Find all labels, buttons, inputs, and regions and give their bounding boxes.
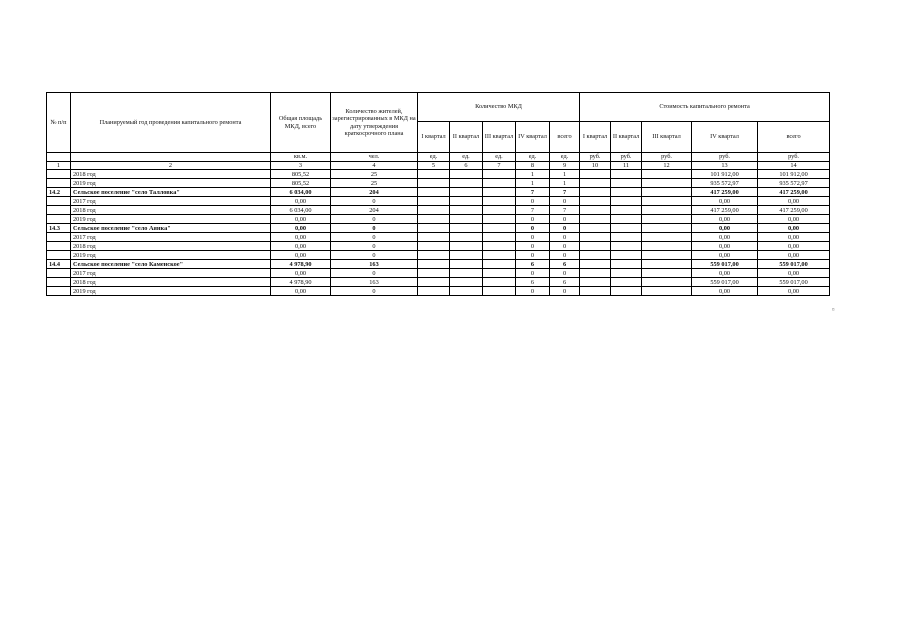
row-cost-q1	[580, 206, 611, 215]
row-mkd-q4: 0	[516, 287, 550, 296]
row-mkd-q2	[450, 233, 483, 242]
row-cost-q3	[642, 251, 692, 260]
row-mkd-q4: 0	[516, 242, 550, 251]
row-name: Сельское поселение "село Аянка"	[71, 224, 271, 233]
row-mkd-q4: 1	[516, 170, 550, 179]
row-number	[47, 287, 71, 296]
row-mkd-q3	[483, 206, 516, 215]
row-cost-total: 559 017,00	[758, 278, 830, 287]
row-cost-q3	[642, 188, 692, 197]
row-residents: 204	[331, 206, 418, 215]
header-mkd-group: Количество МКД	[418, 93, 580, 122]
row-mkd-q3	[483, 224, 516, 233]
row-cost-q3	[642, 242, 692, 251]
row-mkd-q4: 7	[516, 188, 550, 197]
row-residents: 0	[331, 269, 418, 278]
row-mkd-q1	[418, 233, 450, 242]
row-cost-q2	[611, 197, 642, 206]
row-cost-q1	[580, 170, 611, 179]
table-row	[47, 233, 830, 242]
row-mkd-q4: 0	[516, 233, 550, 242]
row-mkd-q1	[418, 179, 450, 188]
row-name: 2018 год	[71, 170, 271, 179]
row-cost-q4: 559 017,00	[692, 260, 758, 269]
row-cost-q3	[642, 233, 692, 242]
row-name: 2019 год	[71, 179, 271, 188]
table-row	[47, 197, 830, 206]
row-mkd-q1	[418, 278, 450, 287]
row-residents: 0	[331, 233, 418, 242]
row-mkd-q2	[450, 188, 483, 197]
row-mkd-q3	[483, 170, 516, 179]
row-mkd-q2	[450, 215, 483, 224]
column-number: 7	[483, 162, 516, 170]
row-mkd-q4: 6	[516, 260, 550, 269]
table-row	[47, 269, 830, 278]
row-cost-q2	[611, 188, 642, 197]
table-row	[47, 215, 830, 224]
row-area: 0,00	[271, 224, 331, 233]
row-mkd-total: 7	[550, 206, 580, 215]
table-header	[47, 93, 830, 170]
row-mkd-q3	[483, 215, 516, 224]
row-residents: 163	[331, 278, 418, 287]
row-mkd-total: 0	[550, 224, 580, 233]
row-cost-q3	[642, 287, 692, 296]
row-cost-q1	[580, 278, 611, 287]
row-number	[47, 215, 71, 224]
row-cost-q2	[611, 251, 642, 260]
row-residents: 0	[331, 197, 418, 206]
header-residents: Количество жителей, зарегистрированных в МКД на дату утверждения краткосрочного плана	[331, 93, 418, 153]
unit-cell: кв.м.	[271, 153, 331, 162]
row-cost-q3	[642, 179, 692, 188]
row-residents: 0	[331, 215, 418, 224]
row-mkd-total: 0	[550, 251, 580, 260]
row-cost-q4: 0,00	[692, 287, 758, 296]
column-number: 1	[47, 162, 71, 170]
table-row	[47, 188, 830, 197]
row-number	[47, 269, 71, 278]
row-mkd-q2	[450, 269, 483, 278]
row-area: 0,00	[271, 215, 331, 224]
row-cost-q4: 0,00	[692, 269, 758, 278]
row-cost-total: 101 912,00	[758, 170, 830, 179]
row-mkd-total: 1	[550, 179, 580, 188]
row-cost-total: 0,00	[758, 251, 830, 260]
row-mkd-q4: 0	[516, 224, 550, 233]
row-number	[47, 278, 71, 287]
row-name: Сельское поселение "село Талловка"	[71, 188, 271, 197]
row-name: 2019 год	[71, 251, 271, 260]
header-cost-q3: III квартал	[642, 122, 692, 153]
table-row	[47, 179, 830, 188]
row-cost-total: 0,00	[758, 287, 830, 296]
table-row	[47, 260, 830, 269]
unit-cell: ед.	[450, 153, 483, 162]
column-number: 5	[418, 162, 450, 170]
row-cost-q1	[580, 224, 611, 233]
row-cost-total: 0,00	[758, 197, 830, 206]
row-number	[47, 170, 71, 179]
row-mkd-q1	[418, 224, 450, 233]
row-mkd-total: 0	[550, 242, 580, 251]
unit-cell: ед.	[550, 153, 580, 162]
row-cost-q2	[611, 242, 642, 251]
row-mkd-q3	[483, 233, 516, 242]
unit-cell: руб.	[692, 153, 758, 162]
row-mkd-total: 0	[550, 197, 580, 206]
row-name: 2018 год	[71, 242, 271, 251]
row-mkd-q1	[418, 260, 450, 269]
row-name: 2019 год	[71, 215, 271, 224]
column-number: 3	[271, 162, 331, 170]
row-area: 6 034,00	[271, 206, 331, 215]
row-cost-q3	[642, 206, 692, 215]
row-residents: 163	[331, 260, 418, 269]
row-cost-q4: 559 017,00	[692, 278, 758, 287]
row-cost-q2	[611, 206, 642, 215]
row-name: Сельское поселение "село Каменское"	[71, 260, 271, 269]
row-cost-q2	[611, 260, 642, 269]
row-number	[47, 179, 71, 188]
row-mkd-total: 0	[550, 269, 580, 278]
row-cost-q4: 0,00	[692, 251, 758, 260]
table-row	[47, 278, 830, 287]
header-mkd-q1: I квартал	[418, 122, 450, 153]
row-mkd-q4: 6	[516, 278, 550, 287]
row-cost-q3	[642, 224, 692, 233]
row-cost-q1	[580, 242, 611, 251]
column-number: 10	[580, 162, 611, 170]
row-mkd-total: 1	[550, 170, 580, 179]
header-mkd-total: всего	[550, 122, 580, 153]
row-cost-q4: 101 912,00	[692, 170, 758, 179]
header-mkd-q2: II квартал	[450, 122, 483, 153]
row-residents: 25	[331, 170, 418, 179]
column-number: 6	[450, 162, 483, 170]
row-mkd-q2	[450, 242, 483, 251]
row-number	[47, 242, 71, 251]
column-number: 9	[550, 162, 580, 170]
header-area: Общая площадь МКД, всего	[271, 93, 331, 153]
row-mkd-q3	[483, 197, 516, 206]
row-mkd-q1	[418, 287, 450, 296]
row-mkd-q3	[483, 179, 516, 188]
row-mkd-q1	[418, 170, 450, 179]
table-row	[47, 170, 830, 179]
row-cost-total: 0,00	[758, 269, 830, 278]
row-cost-q2	[611, 278, 642, 287]
column-number: 8	[516, 162, 550, 170]
table-row	[47, 287, 830, 296]
row-cost-q2	[611, 233, 642, 242]
row-mkd-q1	[418, 188, 450, 197]
row-cost-q1	[580, 269, 611, 278]
row-name: 2019 год	[71, 287, 271, 296]
row-mkd-q3	[483, 242, 516, 251]
row-name: 2017 год	[71, 233, 271, 242]
row-cost-q1	[580, 215, 611, 224]
unit-cell: чел.	[331, 153, 418, 162]
table-row	[47, 242, 830, 251]
row-mkd-total: 6	[550, 278, 580, 287]
row-number	[47, 251, 71, 260]
row-mkd-q2	[450, 287, 483, 296]
row-number	[47, 197, 71, 206]
row-mkd-q2	[450, 278, 483, 287]
row-mkd-q4: 0	[516, 251, 550, 260]
row-cost-q4: 417 259,00	[692, 188, 758, 197]
row-area: 0,00	[271, 269, 331, 278]
row-cost-q4: 0,00	[692, 215, 758, 224]
table-row	[47, 224, 830, 233]
row-area: 0,00	[271, 242, 331, 251]
capital-repair-plan-table	[46, 92, 830, 296]
row-mkd-q3	[483, 278, 516, 287]
row-cost-total: 559 017,00	[758, 260, 830, 269]
row-mkd-total: 7	[550, 188, 580, 197]
row-mkd-q1	[418, 242, 450, 251]
row-name: 2018 год	[71, 278, 271, 287]
row-residents: 25	[331, 179, 418, 188]
row-mkd-q2	[450, 260, 483, 269]
unit-cell: ед.	[516, 153, 550, 162]
row-mkd-q1	[418, 251, 450, 260]
row-cost-q2	[611, 224, 642, 233]
row-cost-q4: 935 572,97	[692, 179, 758, 188]
row-name: 2017 год	[71, 197, 271, 206]
row-mkd-q1	[418, 269, 450, 278]
row-mkd-q2	[450, 224, 483, 233]
row-mkd-q2	[450, 179, 483, 188]
row-mkd-q3	[483, 260, 516, 269]
row-cost-total: 0,00	[758, 215, 830, 224]
row-cost-q4: 0,00	[692, 197, 758, 206]
row-residents: 0	[331, 287, 418, 296]
row-area: 4 978,90	[271, 278, 331, 287]
row-number	[47, 233, 71, 242]
row-mkd-q1	[418, 197, 450, 206]
unit-cell: руб.	[758, 153, 830, 162]
row-mkd-q1	[418, 215, 450, 224]
row-cost-total: 417 259,00	[758, 188, 830, 197]
row-mkd-q3	[483, 251, 516, 260]
column-number: 2	[71, 162, 271, 170]
capital-repair-table-sheet	[46, 92, 830, 296]
row-residents: 0	[331, 251, 418, 260]
row-area: 805,52	[271, 179, 331, 188]
units-cell-empty	[71, 153, 271, 162]
row-area: 0,00	[271, 233, 331, 242]
header-num: № п/п	[47, 93, 71, 153]
row-cost-q3	[642, 197, 692, 206]
unit-cell: руб.	[611, 153, 642, 162]
row-cost-q4: 0,00	[692, 233, 758, 242]
unit-cell: руб.	[642, 153, 692, 162]
row-mkd-q4: 7	[516, 206, 550, 215]
header-year: Планируемый год проведения капитального ремонта	[71, 93, 271, 153]
row-mkd-q2	[450, 251, 483, 260]
header-cost-q4: IV квартал	[692, 122, 758, 153]
row-area: 0,00	[271, 287, 331, 296]
row-mkd-total: 6	[550, 260, 580, 269]
row-number	[47, 206, 71, 215]
row-number: 14.3	[47, 224, 71, 233]
row-cost-q1	[580, 251, 611, 260]
units-row	[47, 153, 830, 162]
row-cost-q3	[642, 170, 692, 179]
row-cost-q1	[580, 287, 611, 296]
row-mkd-q4: 0	[516, 215, 550, 224]
row-area: 805,52	[271, 170, 331, 179]
row-cost-q1	[580, 188, 611, 197]
row-mkd-q2	[450, 170, 483, 179]
row-cost-q3	[642, 269, 692, 278]
row-mkd-q3	[483, 269, 516, 278]
row-cost-q4: 0,00	[692, 224, 758, 233]
row-mkd-q4: 0	[516, 197, 550, 206]
header-mkd-q4: IV квартал	[516, 122, 550, 153]
column-number: 4	[331, 162, 418, 170]
column-number: 12	[642, 162, 692, 170]
unit-cell: ед.	[483, 153, 516, 162]
row-mkd-total: 0	[550, 233, 580, 242]
row-cost-total: 0,00	[758, 242, 830, 251]
row-residents: 0	[331, 224, 418, 233]
row-cost-q1	[580, 197, 611, 206]
header-mkd-q3: III квартал	[483, 122, 516, 153]
header-cost-total: всего	[758, 122, 830, 153]
unit-cell: ед.	[418, 153, 450, 162]
column-number: 11	[611, 162, 642, 170]
row-cost-q1	[580, 260, 611, 269]
column-number: 14	[758, 162, 830, 170]
row-cost-q3	[642, 215, 692, 224]
row-area: 4 978,90	[271, 260, 331, 269]
row-cost-q2	[611, 269, 642, 278]
row-cost-q3	[642, 260, 692, 269]
row-cost-q2	[611, 287, 642, 296]
row-number: 14.2	[47, 188, 71, 197]
row-cost-q2	[611, 179, 642, 188]
table-row	[47, 206, 830, 215]
row-area: 0,00	[271, 251, 331, 260]
row-mkd-q4: 1	[516, 179, 550, 188]
unit-cell: руб.	[580, 153, 611, 162]
row-area: 0,00	[271, 197, 331, 206]
row-cost-q1	[580, 233, 611, 242]
row-mkd-q2	[450, 206, 483, 215]
row-cost-total: 0,00	[758, 233, 830, 242]
row-cost-q2	[611, 170, 642, 179]
header-cost-q1: I квартал	[580, 122, 611, 153]
table-row	[47, 251, 830, 260]
units-cell-empty	[47, 153, 71, 162]
row-residents: 0	[331, 242, 418, 251]
header-cost-group: Стоимость капитального ремонта	[580, 93, 830, 122]
row-mkd-total: 0	[550, 215, 580, 224]
row-cost-q3	[642, 278, 692, 287]
row-cost-total: 0,00	[758, 224, 830, 233]
row-residents: 204	[331, 188, 418, 197]
row-mkd-q3	[483, 188, 516, 197]
column-number: 13	[692, 162, 758, 170]
row-mkd-q2	[450, 197, 483, 206]
row-cost-q2	[611, 215, 642, 224]
row-cost-q4: 417 259,00	[692, 206, 758, 215]
row-number: 14.4	[47, 260, 71, 269]
row-name: 2018 год	[71, 206, 271, 215]
row-cost-q1	[580, 179, 611, 188]
row-cost-total: 935 572,97	[758, 179, 830, 188]
row-mkd-q4: 0	[516, 269, 550, 278]
row-mkd-q3	[483, 287, 516, 296]
header-cost-q2: II квартал	[611, 122, 642, 153]
table-body	[47, 170, 830, 296]
paragraph-mark: ¤	[832, 308, 835, 313]
row-mkd-q1	[418, 206, 450, 215]
column-numbers-row	[47, 162, 830, 170]
row-cost-total: 417 259,00	[758, 206, 830, 215]
row-mkd-total: 0	[550, 287, 580, 296]
row-cost-q4: 0,00	[692, 242, 758, 251]
row-area: 6 034,00	[271, 188, 331, 197]
row-name: 2017 год	[71, 269, 271, 278]
